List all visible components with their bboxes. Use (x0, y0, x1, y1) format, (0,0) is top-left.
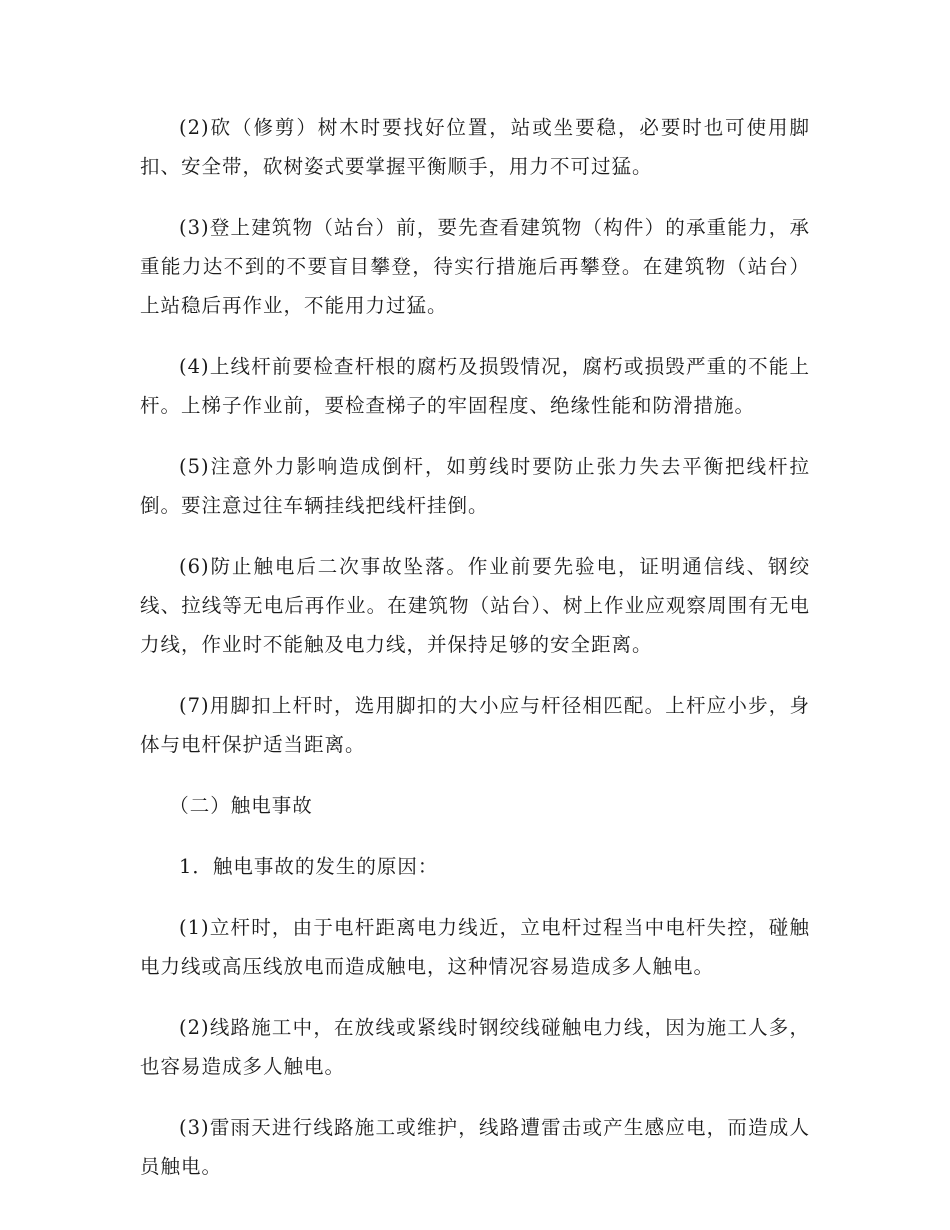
paragraph-7: (7)用脚扣上杆时，选用脚扣的大小应与杆径相匹配。上杆应小步，身体与电杆保护适当距离。 (140, 694, 810, 756)
paragraph-4: (4)上线杆前要检查杆根的腐朽及损毁情况，腐朽或损毁严重的不能上杆。上梯子作业前，要检查梯子的牢固程度、绝缘性能和防滑措施。 (140, 355, 810, 417)
paragraph-2: (2)砍（修剪）树木时要找好位置，站或坐要稳，必要时也可使用脚扣、安全带，砍树姿式要掌握平衡顺手，用力不可过猛。 (140, 116, 810, 178)
cause-3: (3)雷雨天进行线路施工或维护，线路遭雷击或产生感应电，而造成人员触电。 (140, 1116, 810, 1178)
cause-1: (1)立杆时，由于电杆距离电力线近，立电杆过程当中电杆失控，碰触电力线或高压线放电而造成触电，这种情况容易造成多人触电。 (140, 916, 810, 978)
cause-2: (2)线路施工中，在放线或紧线时钢绞线碰触电力线，因为施工人多，也容易造成多人触电。 (140, 1016, 810, 1078)
subheading: 1．触电事故的发生的原因： (179, 855, 439, 878)
paragraph-3: (3)登上建筑物（站台）前，要先查看建筑物（构件）的承重能力，承重能力达不到的不要盲目攀登，待实行措施后再攀登。在建筑物（站台）上站稳后再作业，不能用力过猛。 (140, 216, 810, 317)
section-heading: （二）触电事故 (169, 794, 313, 817)
paragraph-6: (6)防止触电后二次事故坠落。作业前要先验电，证明通信线、钢绞线、拉线等无电后再作业。在建筑物（站台）、树上作业应观察周围有无电力线，作业时不能触及电力线，并保持足够的安全距离。 (140, 555, 810, 656)
paragraph-5: (5)注意外力影响造成倒杆，如剪线时要防止张力失去平衡把线杆拉倒。要注意过往车辆挂线把线杆挂倒。 (140, 455, 810, 517)
document-body (140, 108, 810, 1208)
